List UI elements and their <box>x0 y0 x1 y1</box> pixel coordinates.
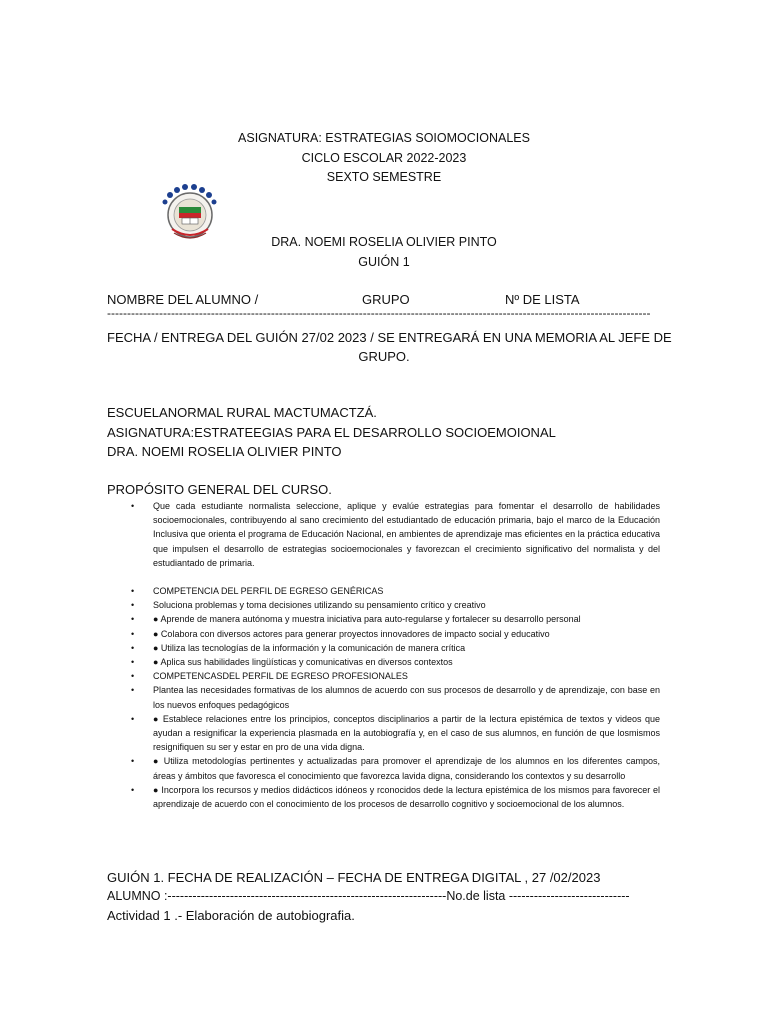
competency-text: ● Incorpora los recursos y medios didácticos idóneos y rconocidos dede la lectura epistémica de los mismos para favorecer el aprendizaje de acuerdo con el conocimiento de los procesos de desarrollo cognitivo y socioemocional de los alumnos. <box>153 784 660 810</box>
activity-title: Actividad 1 .- Elaboración de autobiografia. <box>107 908 355 923</box>
purpose-text: Que cada estudiante normalista seleccione, aplique y evalúe estrategias para fomentar el desarrollo de habilidades socioemocionales, contribuyendo al sano crecimiento del estudiantado de educación primaria, bajo el marco de la Educación Inclusiva que orienta el programa de Educación Nacional, en ambientes de aprendizaje mas eficientes en la práctica educativa que impulsen el desarrollo de estrategias socioemocionales y favorezcan el crecimiento significativo del normalista y del estudiantado de primaria. <box>153 501 660 568</box>
bullet-glyph: • <box>131 600 135 611</box>
competency-text: Soluciona problemas y toma decisiones utilizando su pensamiento crítico y creativo <box>153 600 486 611</box>
semester: SEXTO SEMESTRE <box>326 170 442 184</box>
list-item <box>131 712 660 755</box>
purpose-paragraph <box>131 499 660 570</box>
competency-text: ● Utiliza metodologías pertinentes y actualizadas para promover el aprendizaje de los alumnos en los diferentes campos, áreas y ámbitos que favoresca el conocimiento que favorezca lavida digna, considerando los contextos y su desarrollo <box>153 756 660 781</box>
guion-date-line: GUIÓN 1. FECHA DE REALIZACIÓN – FECHA DE ENTREGA DIGITAL , 27 /02/2023 <box>107 870 601 885</box>
competency-text: COMPETENCASDEL PERFIL DE EGRESO PROFESIONALES <box>153 671 408 682</box>
bullet-glyph: • <box>131 657 135 668</box>
teacher-line: DRA. NOEMI ROSELIA OLIVIER PINTO <box>107 444 342 459</box>
competency-text: COMPETENCIA DEL PERFIL DE EGRESO GENÉRICAS <box>153 586 384 596</box>
list-item <box>131 584 660 598</box>
list-item <box>131 627 660 641</box>
bullet-glyph: • <box>131 784 135 795</box>
competency-list <box>131 584 660 811</box>
bullet-glyph: • <box>131 713 135 724</box>
bullet-glyph: • <box>131 756 135 767</box>
list-item <box>131 683 660 711</box>
school-name: ESCUELANORMAL RURAL MACTUMACTZÁ. <box>107 405 377 420</box>
list-item <box>131 669 660 683</box>
list-item <box>131 641 660 655</box>
purpose-heading: PROPÓSITO GENERAL DEL CURSO. <box>107 482 332 497</box>
teacher-name: DRA. NOEMI ROSELIA OLIVIER PINTO <box>271 235 497 249</box>
bullet-glyph: • <box>131 586 135 596</box>
list-item <box>131 612 660 626</box>
bullet-glyph: • <box>131 628 135 639</box>
list-item <box>131 783 660 811</box>
competency-text: ● Aplica sus habilidades lingüísticas y comunicativas en diversos contextos <box>153 657 453 668</box>
competency-text: ● Establece relaciones entre los principios, conceptos disciplinarios a partir de la lectura epistémica de textos y videos que ayudan a resignificar la experiencia plasmada en la autobiografía y, en el caso de sus alumnos, en función de que losmismos resignifiquen su ser y estar en pro de una vida digna. <box>153 713 660 753</box>
competency-text: ● Aprende de manera autónoma y muestra iniciativa para auto-regularse y fortalecer su desarrollo personal <box>153 614 581 625</box>
delivery-date-line-2: GRUPO. <box>358 349 410 364</box>
separator-dash-line: ---------------------------------------------------------------------------------------------------------------------------------------- <box>107 306 651 320</box>
group-label: GRUPO <box>362 292 410 307</box>
competency-text: ● Colabora con diversos actores para generar proyectos innovadores de impacto social y educativo <box>153 628 550 639</box>
student-list-line: ALUMNO :-------------------------------------------------------------------No.de lista ----------------------------- <box>107 889 630 903</box>
list-number-label: Nº DE LISTA <box>505 292 580 307</box>
bullet-glyph: • <box>131 685 135 696</box>
school-year: CICLO ESCOLAR 2022-2023 <box>301 151 467 165</box>
competency-text: ● Utiliza las tecnologías de la información y la comunicación de manera crítica <box>153 642 466 653</box>
list-item <box>131 655 660 669</box>
subject-line: ASIGNATURA:ESTRATEEGIAS PARA EL DESARROLLO SOCIOEMOIONAL <box>107 425 556 440</box>
list-item <box>131 754 660 782</box>
list-item <box>131 598 660 612</box>
student-name-label: NOMBRE DEL ALUMNO / <box>107 292 259 307</box>
bullet-glyph: • <box>131 614 135 625</box>
competency-text: Plantea las necesidades formativas de los alumnos de acuerdo con sus procesos de desarrollo y de aprendizaje, con base en los nuevos enfoques pedagógicos <box>153 685 660 710</box>
subject-title: ASIGNATURA: ESTRATEGIAS SOIOMOCIONALES <box>238 131 530 145</box>
bullet-glyph: • <box>131 671 135 682</box>
bullet-glyph: • <box>131 642 135 653</box>
guion-number: GUIÓN 1 <box>358 255 410 269</box>
bullet-glyph: • <box>131 501 135 511</box>
delivery-date-line: FECHA / ENTREGA DEL GUIÓN 27/02 2023 / SE ENTREGARÁ EN UNA MEMORIA AL JEFE DE <box>107 330 672 345</box>
